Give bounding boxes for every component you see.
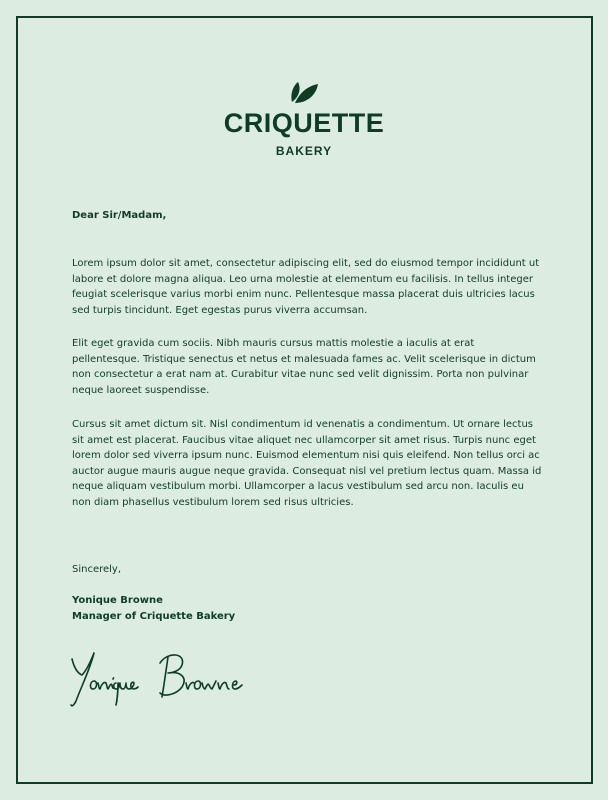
paragraph-1: Lorem ipsum dolor sit amet, consectetur adipiscing elit, sed do eiusmod tempor incididunt ut labore et dolore magna aliqua. Leo urna molestie at elementum eu facilisis. In tellus integer feugiat scelerisque varius morbi enim nunc. Pellentesque massa placerat duis ultricies lacus sed turpis tincidunt. Eget egestas purus viverra accumsan. — [72, 258, 540, 316]
greeting: Dear Sir/Madam, — [72, 210, 167, 221]
signature — [68, 645, 268, 710]
leaf-icon — [288, 80, 320, 104]
signer-title: Manager of Criquette Bakery — [72, 611, 236, 622]
closing: Sincerely, — [72, 564, 122, 575]
paragraph-3: Cursus sit amet dictum sit. Nisl condimentum id venenatis a condimentum. Ut ornare lectus sit amet est placerat. Faucibus vitae aliquet nec ullamcorper sit amet risus. Turpis nunc eget lorem dolor sed viverra ipsum nunc. Euismod elementum nisi quis eleifend. Non tellus orci ac auctor augue mauris augue neque gravida. Consequat nisl vel pretium lectus quam. Massa id neque aliquam vestibulum morbi. Ullamcorper a lacus vestibulum sed arcu non. Iaculis eu non diam phasellus vestibulum lorem sed risus ultricies. — [72, 419, 542, 508]
paragraph-2: Elit eget gravida cum sociis. Nibh mauris cursus mattis molestie a iaculis at erat pellentesque. Tristique senectus et netus et malesuada fames ac. Velit scelerisque in dictum non consectetur a erat nam at. Curabitur vitae nunc sed velit dignissim. Porta non pulvinar neque laoreet suspendisse. — [72, 338, 536, 396]
brand-name: CRIQUETTE — [223, 108, 385, 138]
brand-logo — [0, 80, 608, 158]
signer-name: Yonique Browne — [72, 595, 163, 606]
brand-subtitle: BAKERY — [275, 144, 333, 158]
